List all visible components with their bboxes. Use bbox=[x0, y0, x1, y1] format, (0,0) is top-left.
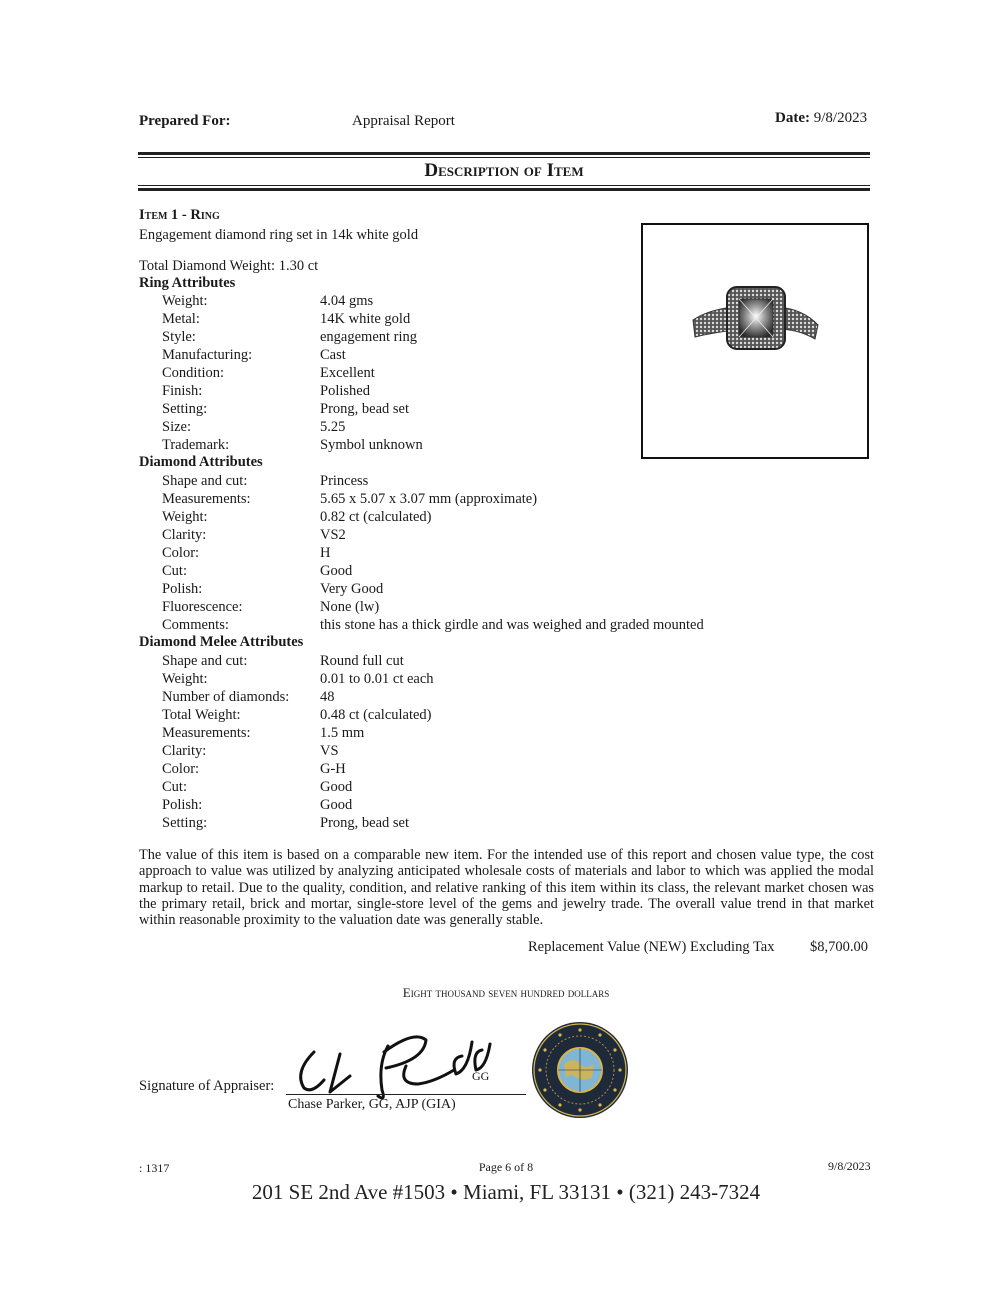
melee-attr-label: Number of diamonds: bbox=[162, 689, 290, 705]
melee-attr-value: Round full cut bbox=[320, 653, 404, 669]
diamond-attr-value: None (lw) bbox=[320, 599, 380, 615]
signature-label: Signature of Appraiser: bbox=[139, 1078, 275, 1094]
signature-initials: GG bbox=[472, 1069, 490, 1083]
ring-attr-label: Manufacturing: bbox=[162, 347, 253, 363]
melee-attr-value: 1.5 mm bbox=[320, 725, 365, 741]
ring-attr-value: Prong, bead set bbox=[320, 401, 409, 417]
melee-attr-label: Shape and cut: bbox=[162, 653, 248, 669]
diamond-attr-value: H bbox=[320, 545, 331, 561]
footer-ref: : 1317 bbox=[139, 1161, 170, 1175]
diamond-attr-label: Cut: bbox=[162, 563, 187, 579]
ring-attr-value: 4.04 gms bbox=[320, 293, 374, 309]
ring-attr-label: Metal: bbox=[162, 311, 200, 327]
diamond-attr-label: Comments: bbox=[162, 617, 229, 633]
melee-attr-value: Good bbox=[320, 779, 353, 795]
melee-attr-value: Good bbox=[320, 797, 353, 813]
item-description: Engagement diamond ring set in 14k white gold bbox=[139, 227, 419, 243]
bottom-rule-thin bbox=[138, 185, 870, 186]
melee-attr-label: Clarity: bbox=[162, 743, 207, 759]
ring-attr-label: Trademark: bbox=[162, 437, 230, 453]
valuation-paragraph: The value of this item is based on a comparable new item. For the intended use of this report and chosen value type, the cost approach to value was utilized by analyzing anticipated wholesale costs of materials and labor to which was applied the modal markup to retail. Due to the quality, condition, and relative ranking of this item within its class, the relevant market chosen was the primary retail, brick and mortar, single-store level of the gems and jewelry trade. The overall value trend in that market within reasonable proximity to the valuation date was generally stable. bbox=[139, 847, 874, 929]
ring-attr-label: Condition: bbox=[162, 365, 225, 381]
date-label: Date: bbox=[775, 110, 810, 126]
melee-attr-value: VS bbox=[320, 743, 339, 759]
ring-attr-label: Style: bbox=[162, 329, 196, 345]
report-date bbox=[775, 110, 867, 127]
diamond-attr-value: VS2 bbox=[320, 527, 346, 543]
melee-attr-value: 0.48 ct (calculated) bbox=[320, 707, 432, 723]
melee-attr-value: Prong, bead set bbox=[320, 815, 409, 831]
ring-attr-label: Weight: bbox=[162, 293, 208, 309]
signature-line bbox=[286, 1094, 526, 1095]
ring-attr-value: Symbol unknown bbox=[320, 437, 423, 453]
ring-photo-icon bbox=[643, 225, 867, 457]
melee-attr-label: Setting: bbox=[162, 815, 208, 831]
melee-attr-value: 0.01 to 0.01 ct each bbox=[320, 671, 434, 687]
prepared-for-label: Prepared For: bbox=[139, 113, 231, 129]
diamond-attr-value: 5.65 x 5.07 x 3.07 mm (approximate) bbox=[320, 491, 538, 507]
diamond-attr-label: Measurements: bbox=[162, 491, 251, 507]
diamond-attr-value: Good bbox=[320, 563, 353, 579]
melee-attr-label: Cut: bbox=[162, 779, 187, 795]
ring-attr-label: Setting: bbox=[162, 401, 208, 417]
ring-attr-value: Polished bbox=[320, 383, 370, 399]
ring-attr-value: engagement ring bbox=[320, 329, 418, 345]
amount-in-words: Eight thousand seven hundred dollars bbox=[402, 985, 610, 1000]
footer-address: 201 SE 2nd Ave #1503 • Miami, FL 33131 • (321) 243-7324 bbox=[251, 1180, 761, 1204]
melee-attr-value: 48 bbox=[320, 689, 335, 705]
ring-attr-value: 14K white gold bbox=[320, 311, 411, 327]
top-rule-thin bbox=[138, 157, 870, 158]
ring-attr-value: 5.25 bbox=[320, 419, 346, 435]
diamond-attr-label: Weight: bbox=[162, 509, 208, 525]
melee-attr-label: Weight: bbox=[162, 671, 208, 687]
item-heading: Item 1 - Ring bbox=[139, 207, 220, 223]
melee-attr-label: Color: bbox=[162, 761, 200, 777]
appraiser-name: Chase Parker, GG, AJP (GIA) bbox=[288, 1097, 456, 1112]
date-value: 9/8/2023 bbox=[813, 110, 868, 126]
diamond-attr-label: Fluorescence: bbox=[162, 599, 243, 615]
ring-attr-value: Cast bbox=[320, 347, 346, 363]
diamond-attr-value: Princess bbox=[320, 473, 369, 489]
replacement-value-amount: $8,700.00 bbox=[810, 939, 868, 955]
diamond-attr-label: Shape and cut: bbox=[162, 473, 248, 489]
melee-attr-label: Measurements: bbox=[162, 725, 251, 741]
ring-attr-label: Size: bbox=[162, 419, 191, 435]
total-diamond-weight: Total Diamond Weight: 1.30 ct bbox=[139, 258, 319, 274]
diamond-attr-value: 0.82 ct (calculated) bbox=[320, 509, 432, 525]
melee-attributes-title: Diamond Melee Attributes bbox=[139, 634, 304, 650]
replacement-value-label: Replacement Value (NEW) Excluding Tax bbox=[528, 939, 775, 955]
section-title: Description of Item bbox=[424, 160, 584, 181]
ring-attributes-title: Ring Attributes bbox=[139, 275, 236, 291]
diamond-attr-label: Clarity: bbox=[162, 527, 207, 543]
top-rule bbox=[138, 152, 870, 155]
melee-attr-label: Total Weight: bbox=[162, 707, 241, 723]
melee-attr-value: G-H bbox=[320, 761, 346, 777]
diamond-attr-label: Polish: bbox=[162, 581, 203, 597]
melee-attr-label: Polish: bbox=[162, 797, 203, 813]
diamond-attr-value: Very Good bbox=[320, 581, 384, 597]
footer-page: Page 6 of 8 bbox=[478, 1160, 534, 1174]
diamond-attr-value: this stone has a thick girdle and was weighed and graded mounted bbox=[320, 617, 704, 633]
footer-date: 9/8/2023 bbox=[828, 1159, 871, 1173]
bottom-rule bbox=[138, 188, 870, 191]
ring-attr-value: Excellent bbox=[320, 365, 375, 381]
diamond-attr-label: Color: bbox=[162, 545, 200, 561]
report-title: Appraisal Report bbox=[352, 113, 455, 129]
appraiser-signature bbox=[286, 1022, 526, 1100]
diamond-attributes-title: Diamond Attributes bbox=[139, 454, 263, 470]
ring-attr-label: Finish: bbox=[162, 383, 203, 399]
gia-seal-icon bbox=[530, 1020, 630, 1120]
ring-photo bbox=[641, 223, 869, 459]
